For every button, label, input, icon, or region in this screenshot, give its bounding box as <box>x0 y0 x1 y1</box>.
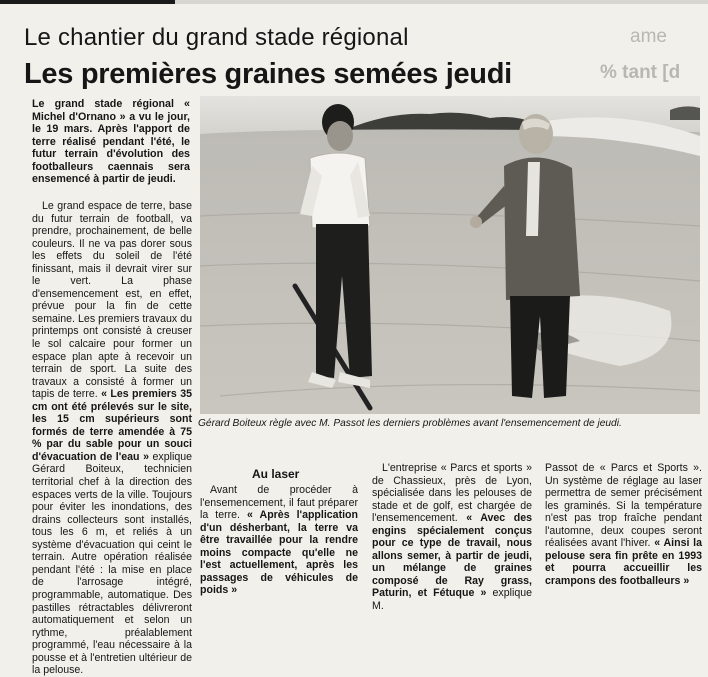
bleed-through-text-2: % tant [d <box>600 62 681 83</box>
column-4-quote: « Ainsi la pelouse sera fin prête en 1993 et pourra accueillir les crampons des footballeurs » <box>545 537 702 587</box>
column-3-quote: « Avec des engins spécialement conçus pour ce type de travail, nous allons semer, à partir de jeudi, un mélange de graines composé de Ray grass, Paturin, et Fétuque » <box>372 512 532 600</box>
article-column-4 <box>545 462 702 587</box>
section-subhead: Au laser <box>252 467 300 481</box>
article-photo <box>200 96 700 414</box>
column-3-text: L'entreprise « Parcs et sports » de Chassieux, près de Lyon, spécialisée dans les pelouses de stade et de golf, est chargée de l'ensemencement. <box>372 462 532 525</box>
article-lead-paragraph: Le grand stade régional « Michel d'Ornano » a vu le jour, le 19 mars. Après l'apport de terre réalisé pendant l'été, le futur terrain d'évolution des footballeurs caennais sera ensemencé à partir de jeudi. <box>32 98 190 186</box>
column-1-quote: « Les premiers 35 cm ont été prélevés sur le site, les 15 cm supérieurs sont formés de terre amendée à 75 % par du sable pour un souci d'évacuation de l'eau » <box>32 388 192 463</box>
column-2-paragraph <box>200 484 358 597</box>
bleed-through-text-1: ame <box>630 26 667 47</box>
photo-illustration <box>200 96 700 414</box>
top-rule <box>0 0 708 4</box>
column-4-paragraph <box>545 462 702 587</box>
column-1-paragraph <box>32 200 192 677</box>
article-column-1 <box>32 200 192 677</box>
photo-caption: Gérard Boiteux règle avec M. Passot les derniers problèmes avant l'ensemencement de jeudi. <box>198 418 622 429</box>
column-2-quote: « Après l'application d'un désherbant, la terre va être travaillée pour la rendre moins compacte qu'elle ne l'est actuellement, après les passages de véhicules de poids » <box>200 509 358 597</box>
column-1-text-end: explique Gérard Boiteux, technicien territorial chef à la direction des espaces verts de la ville. Toujours pour éviter les inondations, des drains collecteurs sont installés, tous les 6 m, et reliés à un système d'évacuation qui ceint le terrain. Autre opération réalisée pendant l'été : la mise en place de l'arrosage intégré, programmable, automatique. Des pastilles rétractables délivreront automatiquement et selon un rythme, préalablement programmé, l'eau nécessaire à la pousse et à l'entretien ultérieur de la pelouse. <box>32 450 193 677</box>
top-rule-dark-segment <box>0 0 175 4</box>
article-kicker: Le chantier du grand stade régional <box>24 24 409 51</box>
column-4-text: Passot de « Parcs et Sports ». Un système de réglage au laser permettra de semer précisément les graminés. Si la température n'est pas trop fraîche pendant l'automne, deux coupes seront réalisées avant l'hiver. <box>545 462 702 550</box>
column-2-text: Avant de procéder à l'ensemencement, il faut préparer la terre. <box>200 484 358 522</box>
column-1-text: Le grand espace de terre, base du futur terrain de football, va prendre, prochainement, de belle couleurs. Il ne va pas dorer sous les effets du soleil de l'été finissant, mais il devrait virer sur le vert. La phase d'ensemencement est, en effet, prévue pour la fin de cette semaine. Les premiers travaux du printemps ont consisté à creuser le sol calcaire pour former un espace plan apte à recevoir un terrain de sport. La suite des travaux a consisté à former un tapis de terre. <box>32 200 192 401</box>
article-column-2 <box>200 484 358 597</box>
article-column-3 <box>372 462 532 613</box>
column-3-paragraph <box>372 462 532 613</box>
article-headline: Les premières graines semées jeudi <box>24 58 512 90</box>
column-3-text-end: explique M. <box>372 587 532 613</box>
